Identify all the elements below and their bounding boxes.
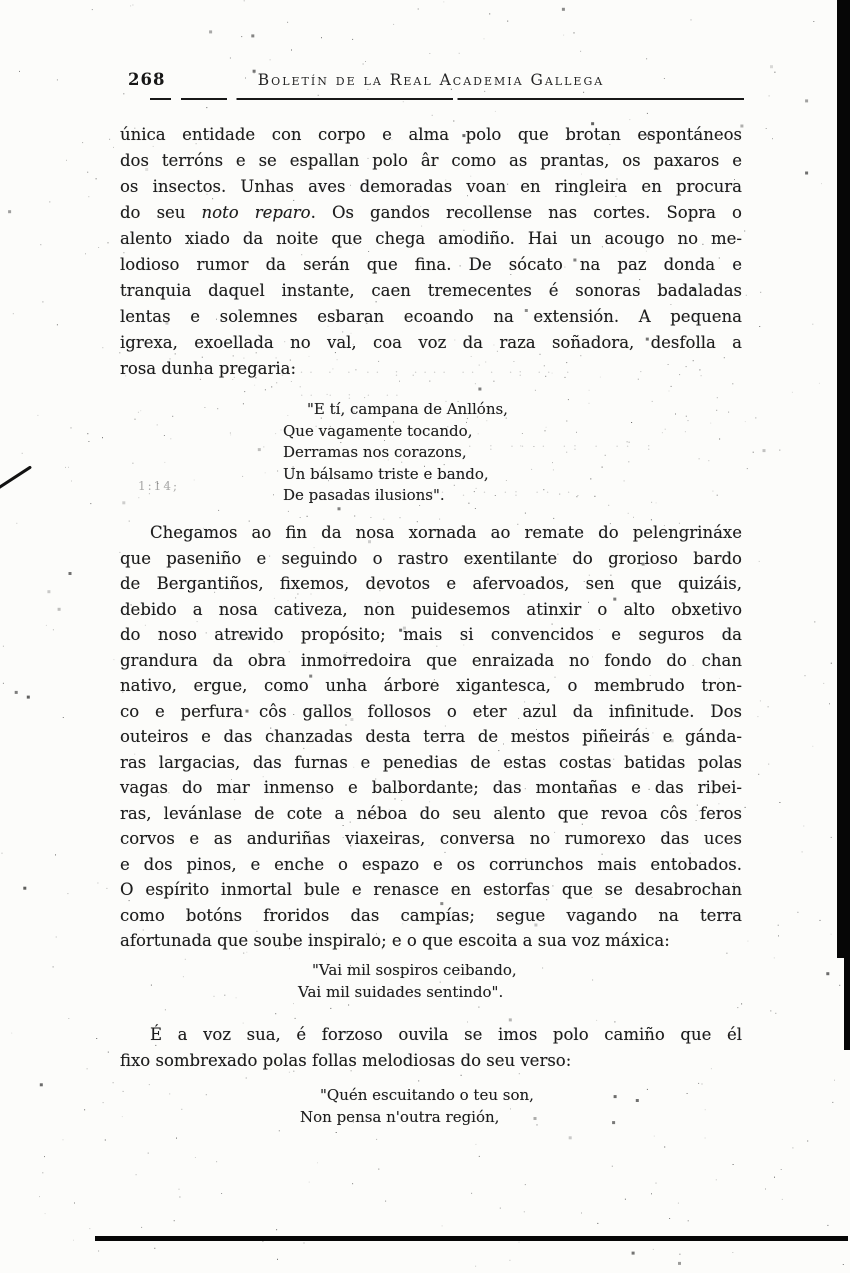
text-line: co e perfura côs gallos follosos o eter azul da infinitude. Dos bbox=[120, 701, 742, 721]
text-line: como botóns froridos das campías; segue vagando na terra bbox=[120, 905, 742, 925]
journal-title: Boletín de la Real Academia Gallega bbox=[257, 71, 605, 89]
page-header bbox=[120, 68, 742, 94]
text-line: os insectos. Unhas aves demoradas voan en ringleira en procura bbox=[120, 177, 742, 196]
text-line: alento xiado da noite que chega amodiño. Hai un acougo no me- bbox=[120, 229, 742, 248]
text-line: vagas do mar inmenso e balbordante; das montañas e das ribei- bbox=[120, 778, 742, 797]
text-line: dos terróns e se espallan polo âr como as prantas, os paxaros e bbox=[120, 151, 742, 170]
text-line: "Vai mil sospiros ceibando, bbox=[312, 961, 517, 979]
verse-quote-2 bbox=[298, 960, 517, 1003]
scan-edge-bar-bottom bbox=[95, 1236, 848, 1241]
text-line: que paseniño e seguindo o rastro exentilante do grorioso bardo bbox=[120, 548, 742, 568]
scan-smudge: :· . · ·: ·· · bbox=[430, 486, 578, 499]
text-line: tranquia daquel instante, caen tremecentes é sonoras badaladas bbox=[120, 281, 742, 300]
text-line: corvos e as anduriñas viaxeiras, conversa no rumorexo das uces bbox=[120, 829, 742, 848]
text-line: ras largacias, das furnas e penedias de estas costas batidas polas bbox=[120, 752, 742, 772]
scan-smudge: ·· · : · ·· bbox=[300, 389, 405, 402]
page-number: 268 bbox=[128, 70, 166, 89]
text-line: única entidade con corpo e alma polo que brotan espontáneos bbox=[120, 125, 742, 144]
text-line: debido a nosa cativeza, non puidesemos atinxir o alto obxetivo bbox=[120, 599, 742, 619]
text-line: do noso atrevido propósito; mais si convencidos e seguros da bbox=[120, 625, 742, 644]
text-line: lentas e solemnes esbaran ecoando na extensión. A pequena bbox=[120, 307, 742, 326]
paragraph-1 bbox=[120, 122, 742, 382]
text-line: "Quén escuitando o teu son, bbox=[320, 1086, 534, 1104]
scan-smudge: 1:14; bbox=[138, 479, 179, 493]
text-line: lodioso rumor da serán que fina. De sócato na paz donda e bbox=[120, 255, 742, 274]
stray-pen-mark bbox=[0, 465, 32, 490]
text-line: afortunada que soube inspiralo; e o que escoita a sua voz máxica: bbox=[120, 931, 670, 950]
text-line: igrexa, exoellada no val, coa voz da raza soñadora, desfolla a bbox=[120, 333, 742, 352]
text-line: É a voz sua, é forzoso ouvila se imos polo camiño que él bbox=[150, 1025, 742, 1044]
verse-quote-3 bbox=[300, 1085, 534, 1128]
text-line: Un bálsamo triste e bando, bbox=[283, 464, 489, 483]
scan-smudge: · ·: ·· · · ·· : ···· ·· · ·: ·· · bbox=[252, 366, 576, 379]
header-rule bbox=[150, 98, 744, 100]
text-line: grandura da obra inmorredoira que enraizada no fondo do chan bbox=[120, 650, 742, 670]
text-line: rosa dunha pregaria: bbox=[120, 359, 297, 378]
text-line: Non pensa n'outra región, bbox=[300, 1107, 500, 1126]
scan-edge-bar-right-lower bbox=[844, 958, 850, 1050]
scan-smudge: · : ·· · ·: · ·· : bbox=[468, 440, 658, 453]
text-line: Derramas nos corazons, bbox=[283, 443, 467, 461]
text-line: "E tí, campana de Anllóns, bbox=[307, 400, 508, 418]
text-line: De pasadas ilusions". bbox=[283, 486, 445, 504]
text-line: do seu noto reparo. Os gandos recollense nas cortes. Sopra o bbox=[120, 203, 742, 222]
text-line: Que vagamente tocando, bbox=[283, 421, 473, 440]
text-line: Vai mil suidades sentindo". bbox=[298, 982, 504, 1001]
text-line: fixo sombrexado polas follas melodiosas do seu verso: bbox=[120, 1051, 572, 1070]
text-line: nativo, ergue, como unha árbore xigantesca, o membrudo tron- bbox=[120, 676, 742, 695]
text-line: ras, levánlase de cote a néboa do seu alento que revoa côs feros bbox=[120, 803, 742, 823]
scan-edge-bar-right bbox=[837, 0, 850, 958]
paragraph-3 bbox=[120, 1022, 742, 1074]
paragraph-2 bbox=[120, 520, 742, 954]
text-line: Chegamos ao fin da nosa xornada ao remate do pelengrináxe bbox=[150, 523, 742, 542]
text-line: O espírito inmortal bule e renasce en estorfas que se desabrochan bbox=[120, 880, 742, 899]
scan-noise bbox=[0, 0, 1, 1]
text-line: e dos pinos, e enche o espazo e os corrunchos mais entobados. bbox=[120, 854, 742, 874]
text-line: de Bergantiños, fixemos, devotos e afervoados, sen que quizáis, bbox=[120, 574, 742, 593]
text-line: outeiros e das chanzadas desta terra de mestos piñeirás e gánda- bbox=[120, 727, 742, 746]
